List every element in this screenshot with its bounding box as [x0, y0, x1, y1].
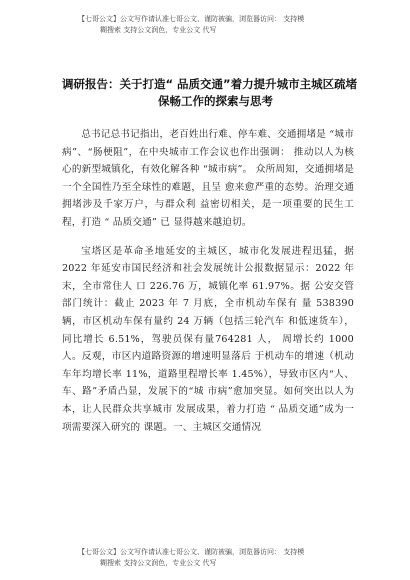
document-title	[62, 76, 362, 110]
header-line-2: 糊搜索 支持公文润色，专业公文 代写	[100, 26, 217, 34]
paragraph-1: 总书记总书记指出，老百姓出行难、停车难、交通拥堵是 “城市病”、“肠梗阻”，在中央城市工作会议也作出强调： 推动以人为核心的新型城镇化，有效化解各种 “城市病”。 众所周知，交通拥堵是一个全国性乃至全球性的难题，且呈 愈来愈严重的态势。治理交通拥堵涉及千家万户，与群众利 益密切相关，是一项重要的民生工程，打造 “ 品质交通” 已 显得越来越迫切。	[62, 129, 354, 228]
page-header	[78, 14, 368, 36]
paragraph-2: 宝塔区是革命圣地延安的主城区，城市化发展进程迅猛，据 2022 年延安市国民经济和社会发展统计公报数据显示：2022 年末，全市常住人 口 226.76 万，城镇化率 61.97%。据 公安交管部门统计：截止 2023 年 7 月底，全市机动车保有 量 538390 辆，市区机动车保有量约 24 万辆（包括三轮汽车 和低速货车）， 同比增长 6.51%，驾驶员保有量764281 人， 周增长约 1000 人。反观，市区内道路资源的增速明显落后 于机动车的增速（机动车年均增长率 11%，道路里程增长率 1.45%），导致市区内“人、车、路”矛盾凸显，发展下的“城 市病”愈加突显。如何突出以人为本，让人民群众共享城市 发展成果，着力打造 “ 品质交通”成为一项需要深入研究的 课题。一、主城区交通情况	[62, 245, 354, 433]
page-footer	[78, 547, 368, 569]
title-line-1: 调研报告：关于打造“ 品质交通”着力提升城市主城区疏堵	[62, 77, 358, 91]
document-body	[62, 126, 354, 436]
title-line-2: 保畅工作的探索与思考	[158, 94, 273, 108]
footer-line-1: 【七哥公文】公文写作请认准七哥公文、谨防被骗，浏览器访问： 支持模	[78, 548, 305, 556]
footer-line-2: 糊搜索 支持公文润色，专业公文 代写	[100, 559, 217, 567]
header-line-1: 【七哥公文】公文写作请认准七哥公文、谨防被骗，浏览器访问： 支持模	[78, 15, 305, 23]
